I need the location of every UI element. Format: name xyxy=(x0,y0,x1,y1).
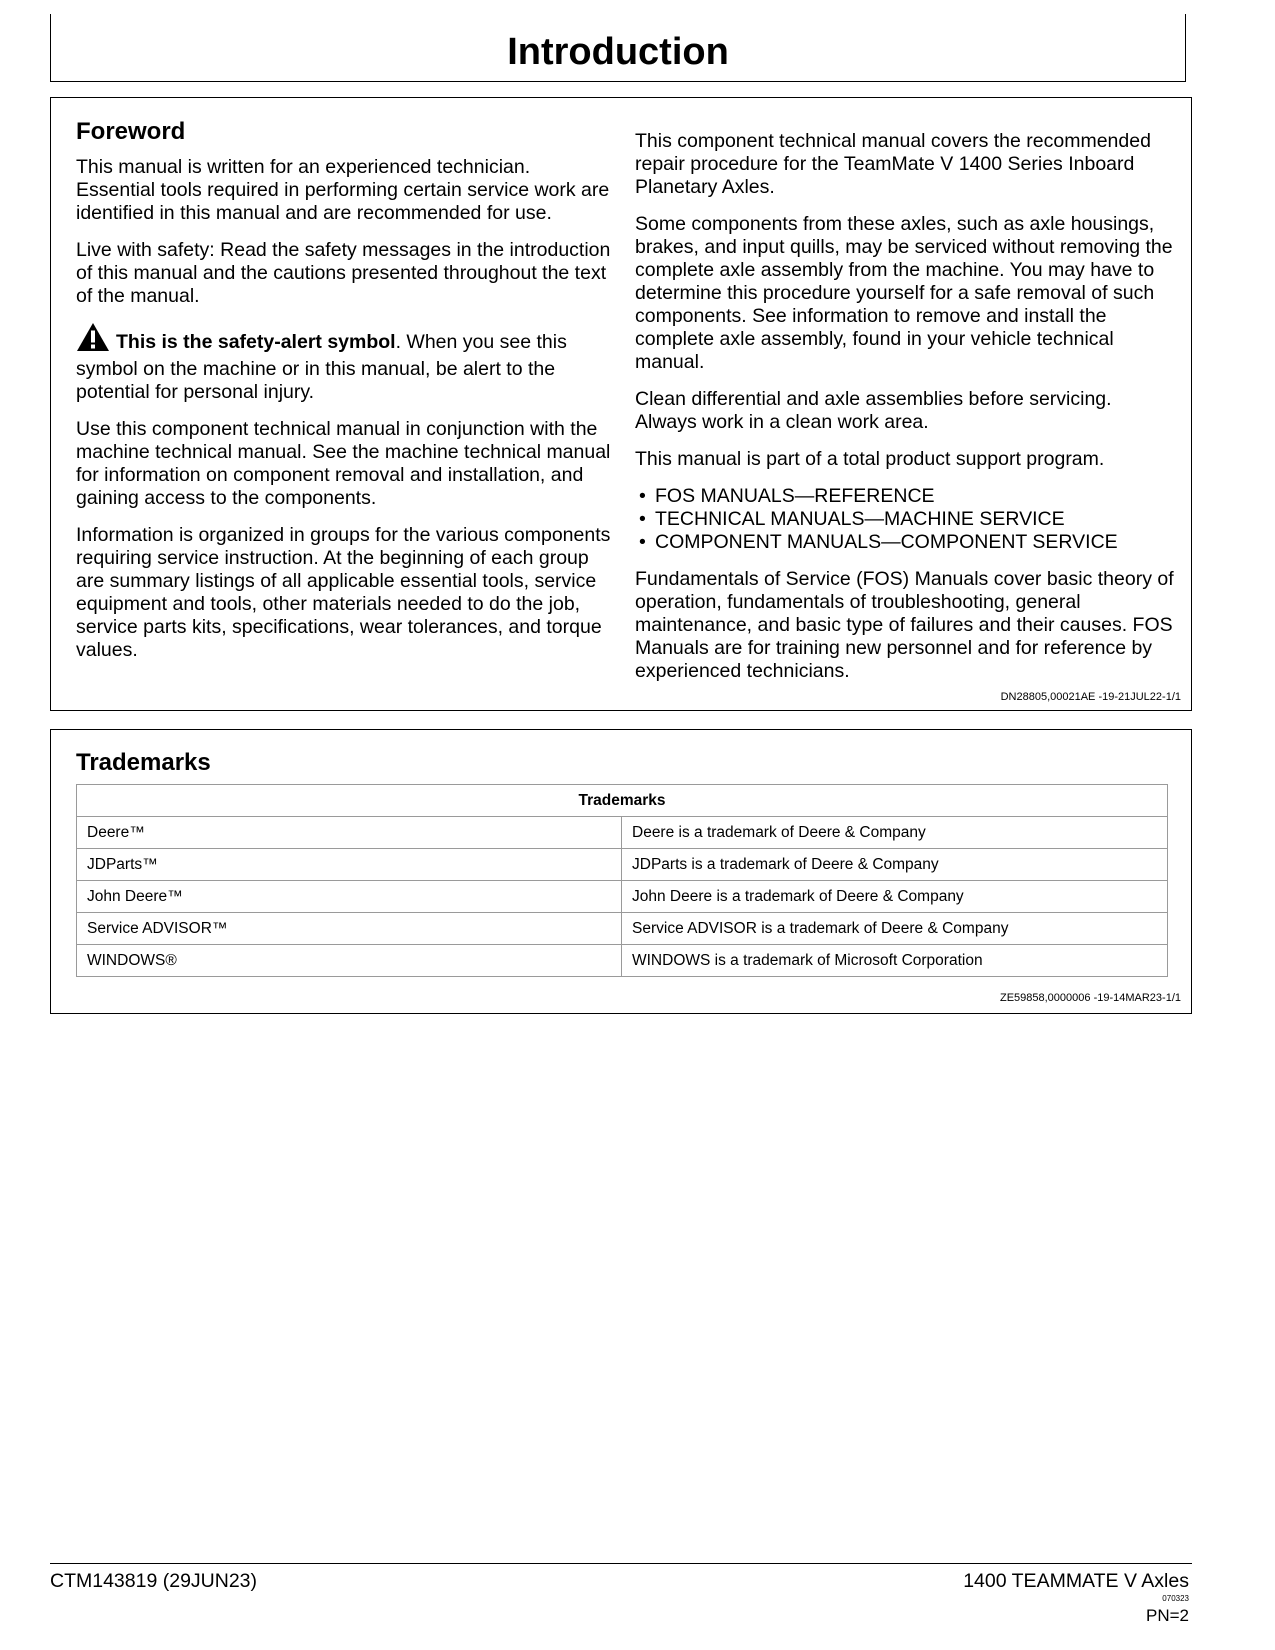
table-row xyxy=(77,913,1168,945)
table-row xyxy=(77,817,1168,849)
trademarks-table xyxy=(76,784,1168,977)
list-item: • TECHNICAL MANUALS—MACHINE SERVICE xyxy=(635,508,1175,531)
safety-alert-text: . When you see this symbol on the machine or in this manual, be alert to the potential for personal injury. xyxy=(76,331,567,403)
page-number: PN=2 xyxy=(1146,1606,1189,1625)
footer-manual-title: 1400 TEAMMATE V Axles xyxy=(963,1570,1189,1592)
foreword-paragraph: This manual is written for an experienced technician. Essential tools required in performing certain service work are identified in this manual and are recommended for use. xyxy=(76,156,610,224)
foreword-paragraph: Some components from these axles, such as axle housings, brakes, and input quills, may be serviced without removing the complete axle assembly from the machine. You may have to determine this procedure yourself for a safe removal of such components. See information to remove and install the complete axle assembly, found in your vehicle technical manual. xyxy=(635,213,1173,373)
list-item: • COMPONENT MANUALS—COMPONENT SERVICE xyxy=(635,531,1175,554)
foreword-paragraph: This manual is part of a total product support program. xyxy=(635,448,1105,470)
document-reference-code: DN28805,00021AE -19-21JUL22-1/1 xyxy=(1000,691,1181,703)
manual-types-list xyxy=(635,485,1175,554)
document-reference-code: ZE59858,0000006 -19-14MAR23-1/1 xyxy=(999,992,1181,1004)
foreword-right-column xyxy=(635,130,1175,697)
foreword-paragraph: Use this component technical manual in conjunction with the machine technical manual. See the machine technical manual for information on component removal and installation, and gaining access to the components. xyxy=(76,418,611,509)
table-row xyxy=(77,881,1168,913)
foreword-section xyxy=(50,97,1192,711)
foreword-left-column xyxy=(76,156,611,676)
footer-manual-id: CTM143819 (29JUN23) xyxy=(50,1570,258,1592)
foreword-heading: Foreword xyxy=(76,118,186,145)
foreword-paragraph: Live with safety: Read the safety messages in the introduction of this manual and the cautions presented throughout the text of the manual. xyxy=(76,239,611,307)
trademarks-heading: Trademarks xyxy=(76,749,211,776)
foreword-paragraph: Clean differential and axle assemblies before servicing. Always work in a clean work area. xyxy=(635,388,1112,433)
trademark-description: Deere is a trademark of Deere & Company xyxy=(622,817,1168,849)
trademark-name: JDParts™ xyxy=(77,849,622,881)
table-row xyxy=(77,945,1168,977)
trademark-name: Deere™ xyxy=(77,817,622,849)
safety-alert-paragraph xyxy=(76,322,611,404)
foreword-paragraph: Information is organized in groups for the various components requiring service instruction. At the beginning of each group are summary listings of all applicable essential tools, service equipment and tools, other materials needed to do the job, service parts kits, specifications, wear tolerances, and torque values. xyxy=(76,524,611,661)
page-title: Introduction xyxy=(507,31,729,73)
trademarks-section xyxy=(50,729,1192,1014)
foreword-paragraph: This component technical manual covers the recommended repair procedure for the TeamMate V 1400 Series Inboard Planetary Axles. xyxy=(635,130,1151,198)
footer-date-code: 070323 xyxy=(1162,1594,1189,1603)
trademark-name: John Deere™ xyxy=(77,881,622,913)
list-item: • FOS MANUALS—REFERENCE xyxy=(635,485,1175,508)
footer-divider xyxy=(50,1563,1192,1564)
foreword-paragraph: Fundamentals of Service (FOS) Manuals cover basic theory of operation, fundamentals of troubleshooting, general maintenance, and basic type of failures and their causes. FOS Manuals are for training new personnel and for reference by experienced technicians. xyxy=(635,568,1174,682)
trademark-description: JDParts is a trademark of Deere & Company xyxy=(622,849,1168,881)
trademark-description: John Deere is a trademark of Deere & Company xyxy=(622,881,1168,913)
safety-alert-label: This is the safety-alert symbol xyxy=(116,331,396,353)
trademark-name: Service ADVISOR™ xyxy=(77,913,622,945)
page-header xyxy=(50,14,1186,82)
table-header-row xyxy=(77,785,1168,817)
table-row xyxy=(77,849,1168,881)
trademark-description: WINDOWS is a trademark of Microsoft Corporation xyxy=(622,945,1168,977)
trademark-name: WINDOWS® xyxy=(77,945,622,977)
trademark-description: Service ADVISOR is a trademark of Deere & Company xyxy=(622,913,1168,945)
warning-triangle-icon xyxy=(76,322,110,358)
table-header: Trademarks xyxy=(77,785,1168,817)
